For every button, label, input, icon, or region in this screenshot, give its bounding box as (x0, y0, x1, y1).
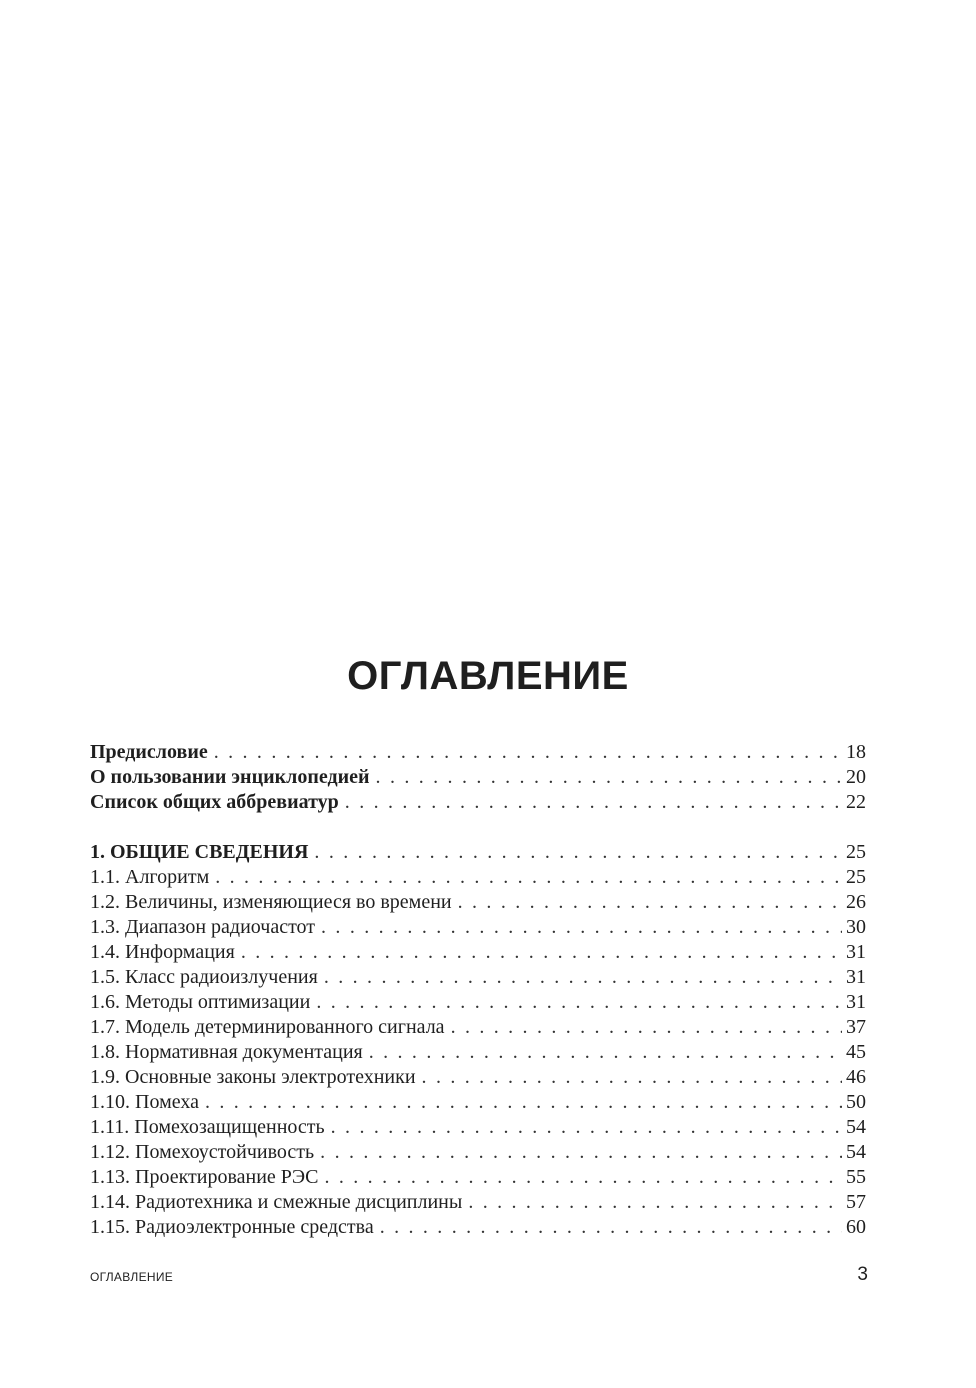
running-footer-label: ОГЛАВЛЕНИЕ (90, 1270, 174, 1284)
toc-entry-label: 1.7. Модель детерминированного сигнала (90, 1016, 445, 1038)
toc-entry[interactable] (90, 1115, 866, 1140)
toc-entry-label: 1.12. Помехоустойчивость (90, 1141, 315, 1163)
toc-dot-leader (321, 915, 842, 940)
toc-entry[interactable] (90, 1215, 866, 1240)
toc-entry-page: 30 (846, 916, 866, 938)
toc-entry-label: 1.5. Класс радиоизлучения (90, 966, 318, 988)
toc-dot-leader (241, 940, 842, 965)
toc-dot-leader (331, 1115, 842, 1140)
toc-chapter-1 (90, 840, 866, 1240)
toc-entry[interactable] (90, 915, 866, 940)
toc-entry-page: 25 (846, 841, 866, 863)
toc-dot-leader (324, 1165, 842, 1190)
toc-entry-label: Список общих аббревиатур (90, 791, 339, 813)
page-title: ОГЛАВЛЕНИЕ (347, 654, 629, 698)
toc-entry-label: О пользовании энциклопедией (90, 766, 370, 788)
toc-entry-label: Предисловие (90, 741, 208, 763)
toc-entry-abbreviations[interactable] (90, 790, 866, 815)
toc-entry-page: 57 (846, 1191, 866, 1213)
toc-entry[interactable] (90, 1065, 866, 1090)
toc-entry-label: 1.11. Помехозащищенность (90, 1116, 325, 1138)
toc-entry-label: 1.4. Информация (90, 941, 235, 963)
toc-dot-leader (214, 740, 842, 765)
toc-entry[interactable] (90, 1190, 866, 1215)
toc-entry[interactable] (90, 1040, 866, 1065)
toc-entry[interactable] (90, 890, 866, 915)
toc-chapter-heading[interactable] (90, 840, 866, 865)
toc-front-matter (90, 740, 866, 815)
toc-entry-page: 18 (846, 741, 866, 763)
toc-entry[interactable] (90, 1015, 866, 1040)
toc-entry-usage[interactable] (90, 765, 866, 790)
toc-entry-page: 54 (846, 1141, 866, 1163)
toc-entry-preface[interactable] (90, 740, 866, 765)
toc-entry-page: 37 (846, 1016, 866, 1038)
toc-dot-leader (316, 990, 842, 1015)
page-number: 3 (857, 1264, 868, 1285)
toc-entry-label: 1.9. Основные законы электротехники (90, 1066, 416, 1088)
toc-dot-leader (451, 1015, 842, 1040)
toc-entry-page: 31 (846, 941, 866, 963)
toc-dot-leader (468, 1190, 842, 1215)
toc-entry-page: 26 (846, 891, 866, 913)
toc-dot-leader (314, 840, 842, 865)
toc-entry-page: 25 (846, 866, 866, 888)
toc-entry-label: 1.1. Алгоритм (90, 866, 210, 888)
toc-dot-leader (380, 1215, 842, 1240)
toc-dot-leader (458, 890, 842, 915)
toc-dot-leader (215, 865, 842, 890)
toc-dot-leader (205, 1090, 842, 1115)
toc-entry[interactable] (90, 940, 866, 965)
toc-entry-page: 31 (846, 966, 866, 988)
toc-entry-label: 1.15. Радиоэлектронные средства (90, 1216, 374, 1238)
toc-entry-label: 1.13. Проектирование РЭС (90, 1166, 319, 1188)
toc-entry-page: 20 (846, 766, 866, 788)
toc-dot-leader (324, 965, 842, 990)
toc-entry-page: 54 (846, 1116, 866, 1138)
toc-dot-leader (376, 765, 842, 790)
toc-entry-label: 1. ОБЩИЕ СВЕДЕНИЯ (90, 841, 309, 863)
toc-dot-leader (345, 790, 842, 815)
toc-dot-leader (369, 1040, 842, 1065)
toc-entry-page: 45 (846, 1041, 866, 1063)
toc-dot-leader (422, 1065, 842, 1090)
toc-entry-page: 55 (846, 1166, 866, 1188)
toc-entry-label: 1.14. Радиотехника и смежные дисциплины (90, 1191, 463, 1213)
toc-entry-label: 1.6. Методы оптимизации (90, 991, 311, 1013)
toc-entry-page: 60 (846, 1216, 866, 1238)
toc-entry-page: 22 (846, 791, 866, 813)
toc-entry[interactable] (90, 1090, 866, 1115)
toc-entry-label: 1.10. Помеха (90, 1091, 199, 1113)
toc-entry-label: 1.8. Нормативная документация (90, 1041, 363, 1063)
toc-entry[interactable] (90, 965, 866, 990)
toc-entry[interactable] (90, 1165, 866, 1190)
toc-entry-label: 1.2. Величины, изменяющиеся во времени (90, 891, 452, 913)
toc-entry[interactable] (90, 1140, 866, 1165)
toc-entry-page: 50 (846, 1091, 866, 1113)
toc-entry-label: 1.3. Диапазон радиочастот (90, 916, 316, 938)
toc-dot-leader (320, 1140, 842, 1165)
toc-entry-page: 31 (846, 991, 866, 1013)
toc-entry-page: 46 (846, 1066, 866, 1088)
toc-entry[interactable] (90, 865, 866, 890)
toc-entry[interactable] (90, 990, 866, 1015)
